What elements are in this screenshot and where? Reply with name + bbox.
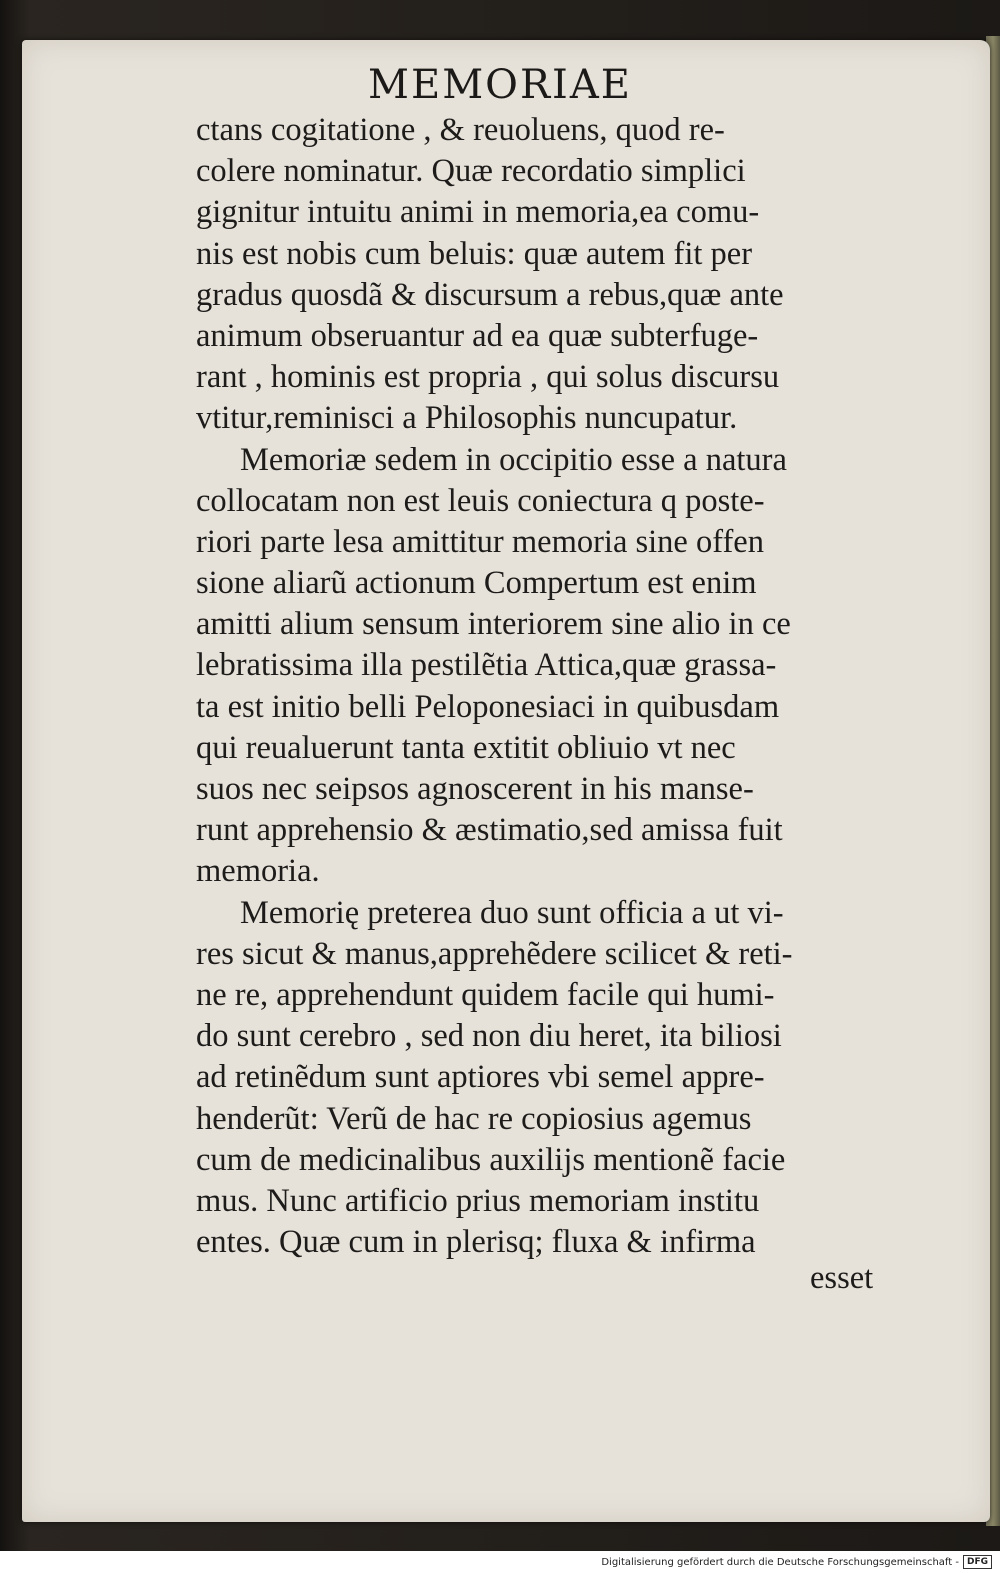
footer-credit-text: Digitalisierung gefördert durch die Deutsche Forschungsgemeinschaft - <box>601 1556 959 1568</box>
text-line: entes. Quæ cum in plerisq; fluxa & infirma <box>196 1224 756 1261</box>
text-line: qui reualuerunt tanta extitit obliuio vt nec <box>196 729 736 766</box>
catchword: esset <box>810 1260 874 1296</box>
text-line: memoria. <box>196 853 320 890</box>
text-line: gignitur intuitu animi in memoria,ea comu- <box>196 194 760 231</box>
text-line: nis est nobis cum beluis: quæ autem fit per <box>196 235 753 272</box>
dfg-logo: DFG <box>963 1555 992 1569</box>
text-line: animum obseruantur ad ea quæ subterfuge- <box>196 317 759 354</box>
text-line: riori parte lesa amittitur memoria sine offen <box>196 523 764 560</box>
text-line: rant , hominis est propria , qui solus discursu <box>196 359 780 396</box>
text-line: res sicut & manus,apprehẽdere scilicet & reti- <box>196 935 793 972</box>
text-line: henderũt: Verũ de hac re copiosius agemus <box>196 1100 752 1137</box>
text-line: ne re, apprehendunt quidem facile qui humi- <box>196 976 775 1013</box>
text-line: lebratissima illa pestilẽtia Attica,quæ grassa- <box>196 647 777 684</box>
text-line: ta est initio belli Peloponesiaci in quibusdam <box>196 688 780 725</box>
body-text <box>196 110 916 1263</box>
text-line: cum de medicinalibus auxilijs mentionẽ facie <box>196 1141 786 1178</box>
text-line: do sunt cerebro , sed non diu heret, ita biliosi <box>196 1018 782 1055</box>
text-line: Memoriæ sedem in occipitio esse a natura <box>240 441 787 478</box>
text-line: suos nec seipsos agnoscerent in his manse- <box>196 771 754 807</box>
text-line: Memorię preterea duo sunt officia a ut vi- <box>240 894 784 931</box>
text-line: collocatam non est leuis coniectura q poste- <box>196 482 765 519</box>
footer-credit <box>0 1551 1000 1573</box>
text-line: vtitur,reminisci a Philosophis nuncupatur. <box>196 400 738 437</box>
text-line: colere nominatur. Quæ recordatio simplici <box>196 153 746 190</box>
text-line: runt apprehensio & æstimatio,sed amissa fuit <box>196 812 783 849</box>
text-line: sione aliarũ actionum Compertum est enim <box>196 565 757 602</box>
text-line: amitti alium sensum interiorem sine alio in ce <box>196 606 791 643</box>
running-head: MEMORIAE <box>368 62 632 108</box>
text-line: ctans cogitatione , & reuoluens, quod re- <box>196 112 725 148</box>
text-line: mus. Nunc artificio prius memoriam institu <box>196 1182 760 1219</box>
text-line: ad retinẽdum sunt aptiores vbi semel appre- <box>196 1059 765 1096</box>
text-line: gradus quosdã & discursum a rebus,quæ ante <box>196 276 784 313</box>
